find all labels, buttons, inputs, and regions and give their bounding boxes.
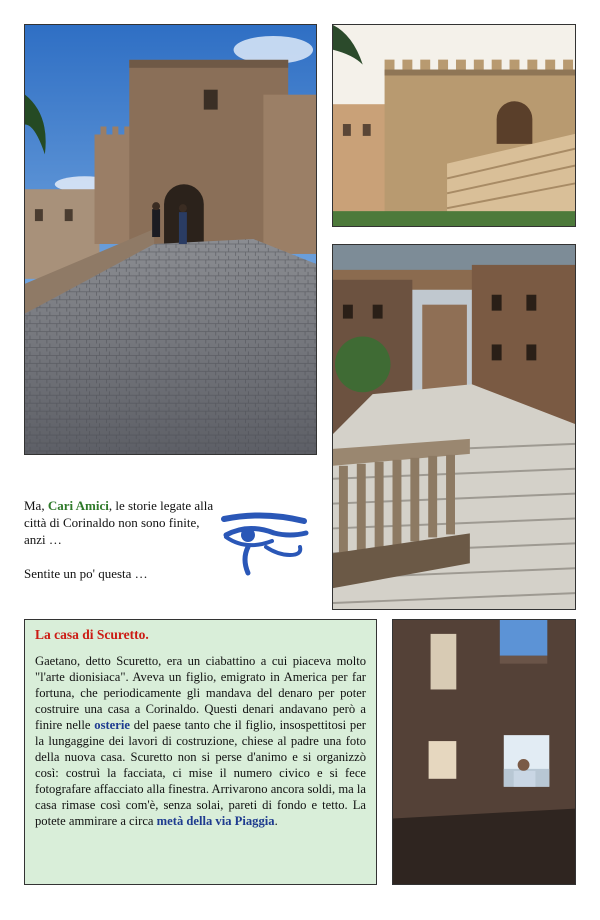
osterie-highlight: osterie xyxy=(94,718,130,732)
eye-of-horus-icon xyxy=(218,511,310,577)
photo-stone-stairs xyxy=(332,244,576,610)
intro-sentence: Ma, Cari Amici, le storie legate alla città di Corinaldo non sono finite, anzi … xyxy=(24,498,214,547)
story-text: Gaetano, detto Scuretto, era un ciabattino a cui piaceva molto "l'arte dionisiaca". Aveva un figlio, emigrato in America per far fortuna, che periodicamente gli mandava del denaro per poter costruire una casa a Corinaldo. Questi denari andavano però a finire nelle osterie del paese tanto che il figlio, insospettitosi per la lungaggine dei lavori di costruzione, chiese al padre una foto della nuova casa. Scuretto non si perse d'animo e si organizzò così: costruì la facciata, ci mise il numero civico e si fece fotografare affacciato alla finestra. Arrivarono ancora soldi, ma la casa rimase così com'è, senza solai, pareti di fondo e tetto. La potete ammirare a circa metà della via Piaggia. xyxy=(35,654,366,828)
cari-amici-highlight: Cari Amici xyxy=(47,498,109,513)
photo-crenellated-tower xyxy=(332,24,576,227)
intro-text xyxy=(24,497,214,582)
via-piaggia-highlight: metà della via Piaggia xyxy=(156,814,275,828)
story-box xyxy=(24,619,377,885)
intro-invite: Sentite un po' questa … xyxy=(24,566,148,581)
photo-town-gate xyxy=(24,24,317,455)
story-title: La casa di Scuretto. xyxy=(35,627,149,642)
photo-ruined-facade xyxy=(392,619,576,885)
